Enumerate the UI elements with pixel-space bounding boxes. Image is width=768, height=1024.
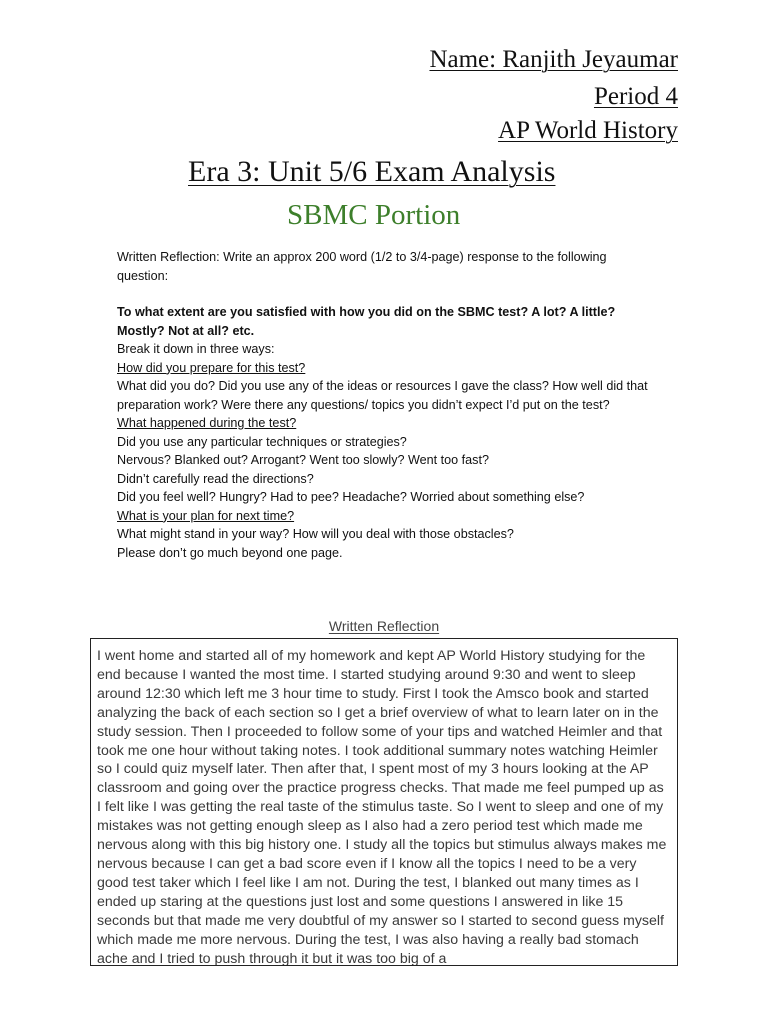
during-line: Did you feel well? Hungry? Had to pee? Headache? Worried about something else? — [117, 490, 585, 504]
prep-heading: How did you prepare for this test? — [117, 360, 306, 375]
during-line: Nervous? Blanked out? Arrogant? Went too slowly? Went too fast? — [117, 453, 489, 467]
reflection-text: I went home and started all of my homework and kept AP World History studying for the end because I wanted the most time. I started studying around 9:30 and went to sleep around 12:30 which left me 3 hour time to study. First I took the Amsco book and started analyzing the back of each section so I get a brief overview of what to learn later on in the study session. Then I proceeded to follow some of your tips and watched Heimler and that took me one hour without taking notes. I took additional summary notes watching Heimler so I could quiz myself later. Then after that, I spent most of my 3 hours looking at the AP classroom and going over the practice progress checks. That made me feel pumped up as I felt like I was getting the real taste of the stimulus taste. So I went to sleep and one of my mistakes was not getting enough sleep as I also had a zero period test which made me nervous along with this big history one. I study all the topics but stimulus always makes me nervous because I can get a bad score even if I know all the topics I need to be a very good test taker which I feel like I am not. During the test, I blanked out many times as I ended up staring at the questions just lost and some questions I answered in like 15 seconds but that made me very doubtful of my answer so I started to second guess myself which made me more nervous. During the test, I was also having a really bad stomach ache and I tried to push through it but it was too big of a — [97, 648, 667, 966]
student-name: Name: Ranjith Jeyaumar — [429, 46, 678, 73]
page-title: Era 3: Unit 5/6 Exam Analysis — [188, 155, 556, 188]
during-heading: What happened during the test? — [117, 416, 297, 430]
reflection-textbox — [90, 638, 678, 966]
prompt-breakdown: Break it down in three ways: — [117, 342, 275, 356]
reflection-heading: Written Reflection — [328, 618, 440, 634]
class-period: Period 4 — [593, 83, 678, 110]
during-line: Didn’t carefully read the directions? — [117, 471, 314, 486]
prompt-question: To what extent are you satisfied with how you did on the SBMC test? A lot? A little? Mostly? Not at all? etc. — [117, 305, 616, 338]
plan-line: What might stand in your way? How will you deal with those obstacles? — [117, 527, 514, 541]
plan-line: Please don’t go much beyond one page. — [117, 545, 343, 560]
prompt-instructions — [117, 248, 657, 562]
prompt-spacer — [117, 285, 657, 303]
prep-body: What did you do? Did you use any of the ideas or resources I gave the class? How well did that preparation work? Were there any questions/ topics you didn’t expect I’d put on the test? — [117, 379, 648, 412]
course-name: AP World History — [498, 117, 678, 144]
prompt-intro: Written Reflection: Write an approx 200 word (1/2 to 3/4-page) response to the following question: — [117, 250, 607, 283]
section-title: SBMC Portion — [287, 199, 461, 231]
plan-heading: What is your plan for next time? — [117, 508, 295, 523]
during-line: Did you use any particular techniques or strategies? — [117, 434, 407, 449]
